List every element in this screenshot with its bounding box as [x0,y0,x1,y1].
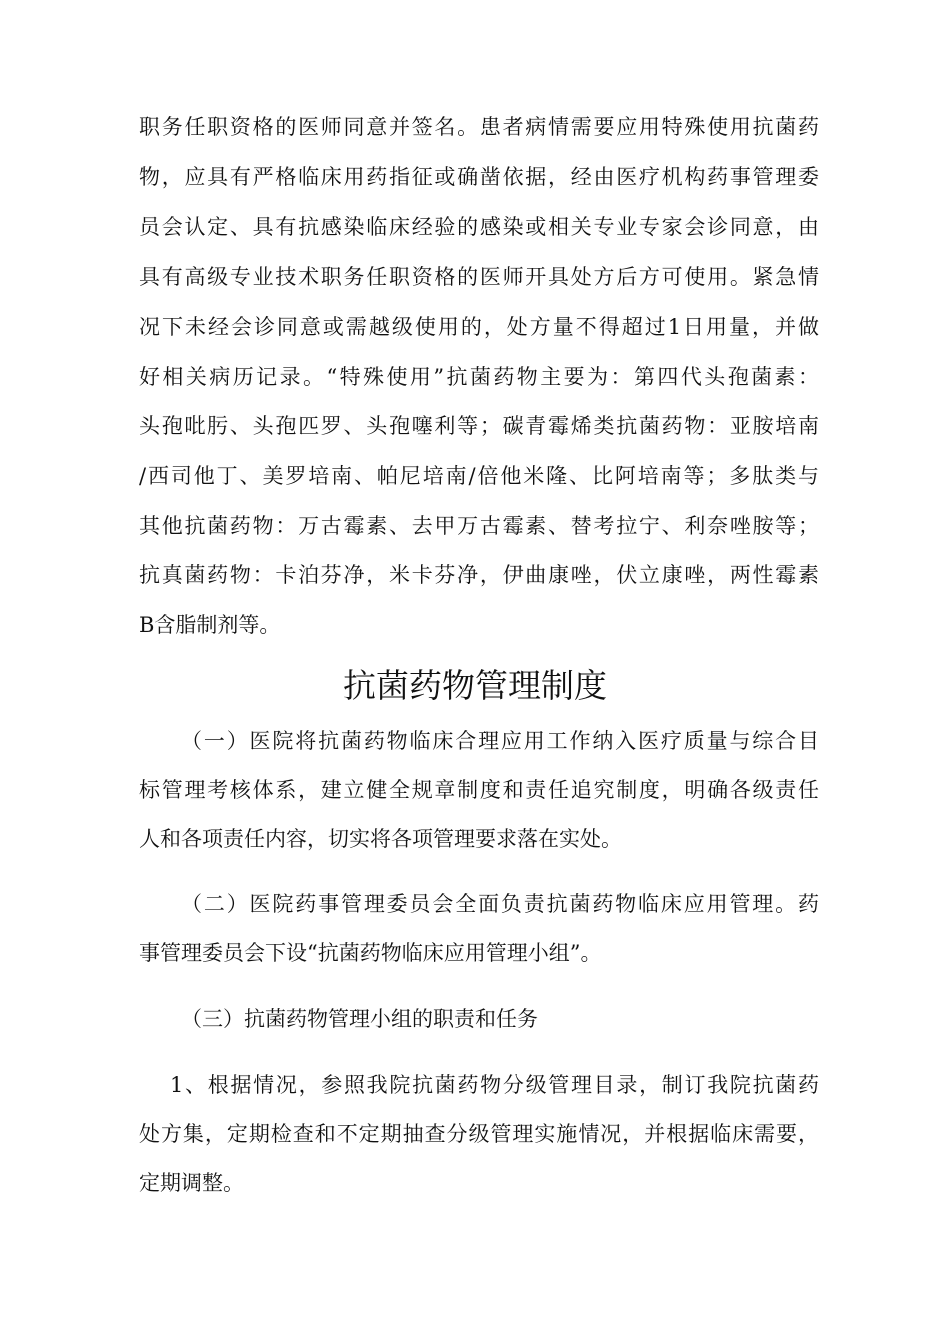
paragraph-line: 况下未经会诊同意或需越级使用的，处方量不得超过1日用量，并做 [139,315,819,339]
paragraph-line: 抗真菌药物：卡泊芬净，米卡芬净，伊曲康唑，伏立康唑，两性霉素 [139,563,819,587]
paragraph-line: B含脂制剂等。 [139,613,281,637]
paragraph-line: 事管理委员会下设“抗菌药物临床应用管理小组”。 [139,941,602,965]
paragraph-line: 物，应具有严格临床用药指征或确凿依据，经由医疗机构药事管理委 [139,165,819,189]
paragraph-line: /西司他丁、美罗培南、帕尼培南/倍他米隆、比阿培南等；多肽类与 [139,464,819,488]
paragraph-line: 处方集，定期检查和不定期抽查分级管理实施情况，并根据临床需要， [139,1122,819,1146]
paragraph-line: 定期调整。 [139,1171,244,1195]
paragraph-line: 头孢吡肟、头孢匹罗、头孢噻利等；碳青霉烯类抗菌药物：亚胺培南 [139,414,819,438]
paragraph-line: 其他抗菌药物：万古霉素、去甲万古霉素、替考拉宁、利奈唑胺等； [139,514,819,538]
paragraph-line: 好相关病历记录。“特殊使用”抗菌药物主要为：第四代头孢菌素： [139,365,819,389]
paragraph-line: （二）医院药事管理委员会全面负责抗菌药物临床应用管理。药 [181,892,819,916]
paragraph-line: （一）医院将抗菌药物临床合理应用工作纳入医疗质量与综合目 [181,729,819,753]
paragraph-line: 标管理考核体系，建立健全规章制度和责任追究制度，明确各级责任 [139,778,819,802]
paragraph-line: （三）抗菌药物管理小组的职责和任务 [181,1007,538,1031]
section-title: 抗菌药物管理制度 [343,666,607,705]
paragraph-line: 1、根据情况，参照我院抗菌药物分级管理目录，制订我院抗菌药 [170,1073,819,1097]
paragraph-line: 员会认定、具有抗感染临床经验的感染或相关专业专家会诊同意，由 [139,215,819,239]
paragraph-line: 人和各项责任内容，切实将各项管理要求落在实处。 [139,827,622,851]
paragraph-line: 职务任职资格的医师同意并签名。患者病情需要应用特殊使用抗菌药 [139,115,819,139]
paragraph-line: 具有高级专业技术职务任职资格的医师开具处方后方可使用。紧急情 [139,265,819,289]
